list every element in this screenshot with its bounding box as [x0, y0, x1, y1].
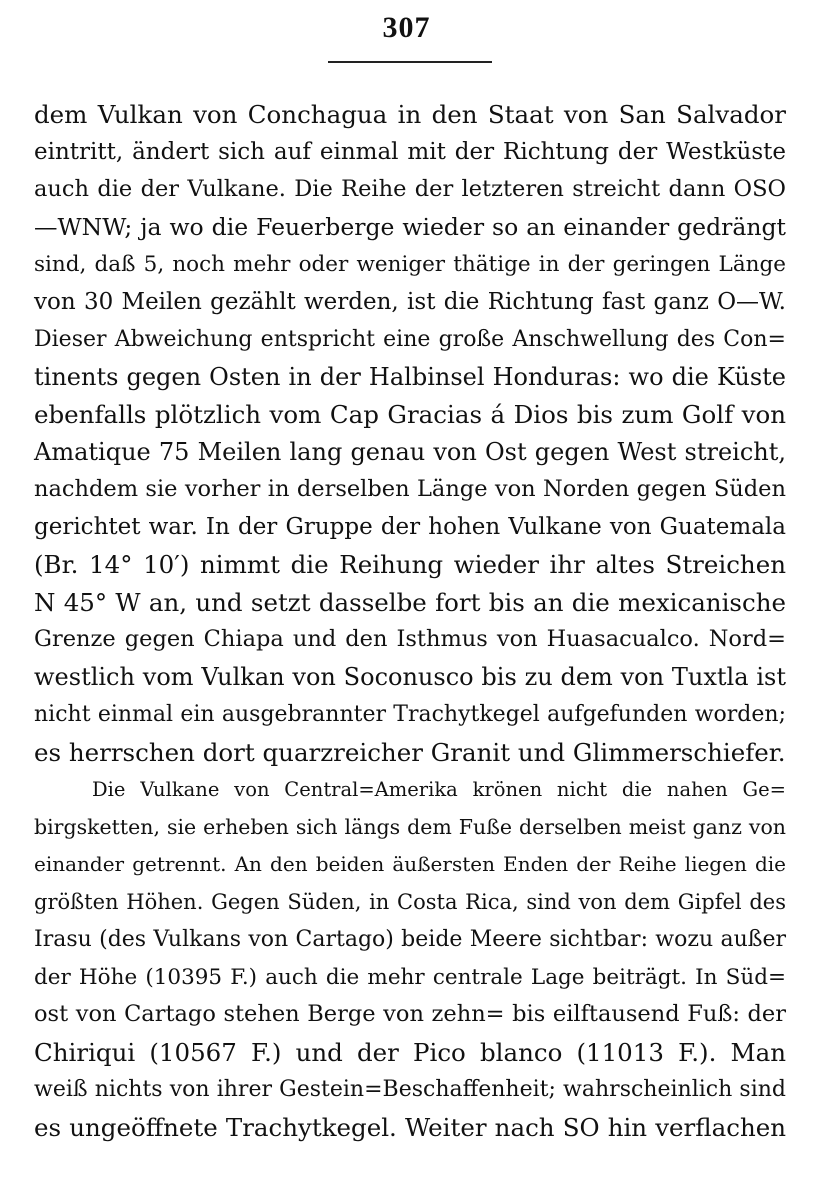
body-text	[34, 96, 786, 1146]
text-line: Grenze gegen Chiapa und den Isthmus von Huasacualco. Nord=	[34, 626, 786, 652]
text-line: ebenfalls plötzlich vom Cap Gracias á Dios bis zum Golf von	[34, 400, 786, 429]
text-line: nachdem sie vorher in derselben Länge von Norden gegen Süden	[34, 476, 786, 502]
text-line: birgsketten, sie erheben sich längs dem Fuße derselben meist ganz von	[34, 814, 786, 839]
text-line: Amatique 75 Meilen lang genau von Ost gegen West streicht,	[34, 437, 786, 466]
text-line: tinents gegen Osten in der Halbinsel Honduras: wo die Küste	[34, 362, 786, 391]
text-line: Chiriqui (10567 F.) und der Pico blanco (11013 F.). Man	[34, 1037, 786, 1067]
text-line: —WNW; ja wo die Feuerberge wieder so an einander gedrängt	[34, 212, 786, 241]
text-line: (Br. 14° 10′) nimmt die Reihung wieder ihr altes Streichen	[34, 550, 786, 579]
page-number: 307	[382, 11, 431, 44]
paragraph-1	[34, 96, 786, 771]
text-line: es herrschen dort quarzreicher Granit und Glimmerschiefer.	[34, 737, 786, 767]
text-line: weiß nichts von ihrer Gestein=Beschaffenheit; wahrscheinlich sind	[34, 1077, 786, 1102]
text-line: auch die der Vulkane. Die Reihe der letzteren streicht dann OSO	[34, 176, 786, 202]
text-line: es ungeöffnete Trachytkegel. Weiter nach SO hin verflachen	[34, 1112, 786, 1142]
text-line: Irasu (des Vulkans von Cartago) beide Meere sichtbar: wozu außer	[34, 927, 786, 952]
paragraph-2	[34, 771, 786, 1146]
text-line: Die Vulkane von Central=Amerika krönen nicht die nahen Ge=	[92, 778, 786, 801]
text-line: ost von Cartago stehen Berge von zehn= bis eilftausend Fuß: der	[34, 1001, 786, 1027]
text-line: größten Höhen. Gegen Süden, in Costa Rica, sind von dem Gipfel des	[34, 889, 786, 914]
text-line: dem Vulkan von Conchagua in den Staat von San Salvador	[34, 100, 786, 129]
text-line: der Höhe (10395 F.) auch die mehr centrale Lage beiträgt. In Süd=	[34, 964, 786, 990]
header-rule	[328, 61, 492, 63]
text-line: gerichtet war. In der Gruppe der hohen Vulkane von Guatemala	[34, 513, 786, 540]
text-line: N 45° W an, und setzt dasselbe fort bis an die mexicanische	[34, 587, 786, 617]
text-line: westlich vom Vulkan von Soconusco bis zu dem von Tuxtla ist	[34, 662, 786, 691]
text-line: von 30 Meilen gezählt werden, ist die Richtung fast ganz O—W.	[34, 288, 786, 315]
text-line: sind, daß 5, noch mehr oder weniger thätige in der geringen Länge	[34, 252, 786, 277]
text-line: Dieser Abweichung entspricht eine große Anschwellung des Con=	[34, 327, 786, 352]
text-line: eintritt, ändert sich auf einmal mit der Richtung der Westküste	[34, 138, 786, 165]
text-line: einander getrennt. An den beiden äußersten Enden der Reihe liegen die	[34, 852, 786, 876]
text-line: nicht einmal ein ausgebrannter Trachytkegel aufgefunden worden;	[34, 702, 786, 727]
